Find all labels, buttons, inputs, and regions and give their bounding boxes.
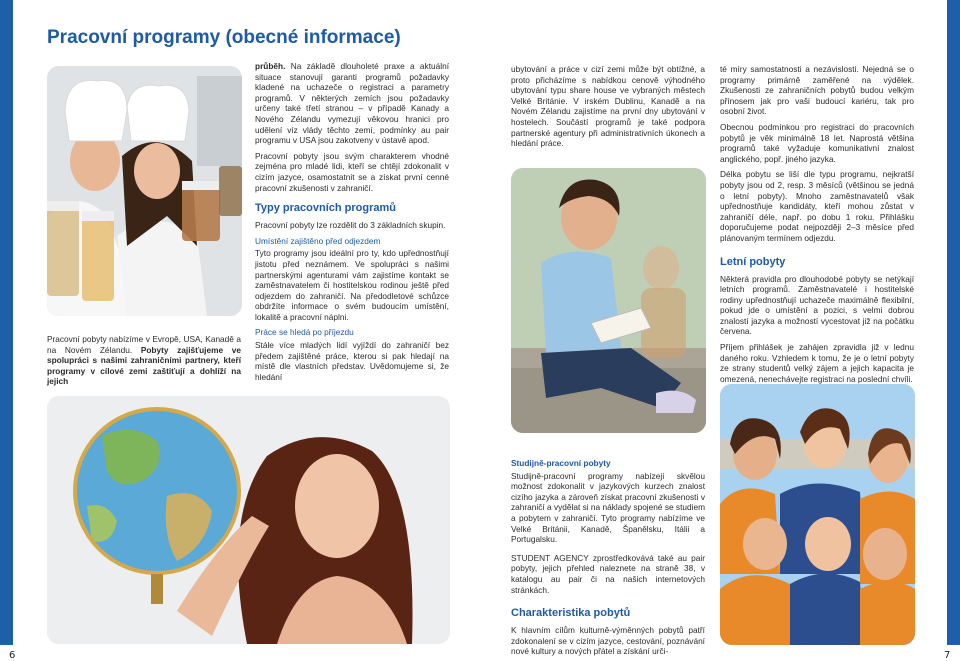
col3-paragraph-2: Studijně-pracovní programy nabízejí skvělou možnost zdokonalit v jazykových kurzech znalost cizího jazyka a zároveň získat pracovní zkušenosti v zahraničí a vydělat si na náklady spojené se studiem a pobytem v zahraničí. Tyto programy nabízíme ve Velké Británii, Kanadě, Španělsku, Itálii a Portugalsku. (511, 470, 705, 545)
col2-paragraph-5: Stále více mladých lidí vyjíždí do zahraničí bez předem zajištěné práce, kterou si pak hledají na místě dle vlastních představ. Uvědomujeme si, že hledání (255, 340, 449, 382)
col3-paragraph-1: ubytování a práce v cizí zemi může být obtížné, a proto přicházíme s nabídkou cenově výhodného ubytování typu share house ve vybraných městech Velké Británie. V irském Dublinu, Kanadě a na Novém Zélandu zajistíme na první dny ubytování v hostelech. Součástí programů je také podpora partnerské agentury při administrativních úkonech a hledání práce. (511, 64, 705, 149)
col2-paragraph-1: Na základě dlouholeté praxe a aktuální situace stanovují garanti programů požadavky kladené na uchazeče o registraci a parametry programů. V některých zemích jsou požadavky určeny také třetí stranou – v případě Kanady a Nového Zélandu vymezují věkovou hranici pro udělení víz vlády těchto zemí, podmínky au pair programu v USA jsou zakotveny v ústavě apod. (255, 61, 449, 146)
col3-paragraph-3: STUDENT AGENCY zprostředkovává také au pair pobyty, jejich přehled naleznete na straně 38, v katalogu au pair či na našich internetových stránkách. (511, 552, 705, 595)
page-number-left: 6 (9, 650, 16, 661)
globe-girl-photo (47, 396, 450, 644)
column-4 (720, 64, 914, 389)
col4-paragraph-2: Obecnou podmínkou pro registraci do pracovních pobytů je věk minimálně 18 let. Naprostá většina programů také vyžaduje komunikativní znalost anglického, popř. jiného jazyka. (720, 121, 914, 164)
col2-paragraph-2: Pracovní pobyty jsou svým charakterem vhodné zejména pro mladé lidi, kteří se chtějí zdokonalit v cizím jazyce, osamostatnit se a získat první cenné pracovní zkušenosti v zahraničí. (255, 150, 449, 193)
column-2 (255, 61, 449, 387)
intro-text-bold: Pobyty zajišťujeme ve spolupráci s našimi zahraničními partnery, kteří programy v cílové zemi zaštiťují a dohlíží na jejich (47, 344, 241, 387)
col4-paragraph-3: Délka pobytu se liší dle typu programu, nejkratší pobyty jsou od 2, resp. 3 měsíců (většinou se jedná o letní pobyty). Mnoho zaměstnavatelů však upřednostňuje kandidáty, kteří mohou zůstat v zahraničí déle, např. po dobu 1 roku. Přihlášku doporučujeme podat nejpozději 2–3 měsíce před plánovaným termínem odjezdu. (720, 169, 914, 243)
heading-work-after-arrival: Práce se hledá po příjezdu (255, 327, 354, 338)
team-girls-photo (720, 384, 915, 645)
col3-paragraph-4: K hlavním cílům kulturně-výměnných pobytů patří zdokonalení se v cizím jazyce, cestování, poznávání nové kultury a nových přátel a získání urči- (511, 625, 705, 657)
page-title: Pracovní programy (obecné informace) (47, 27, 401, 48)
left-edge-bar (0, 0, 16, 661)
heading-placement-arranged: Umístění zajištěno před odjezdem (255, 235, 381, 246)
right-edge-bar (947, 0, 960, 661)
col4-paragraph-1: té míry samostatnosti a nezávislosti. Nejedná se o programy primárně zaměřené na výdělek. Zkušenosti ze zahraničních pobytů budou velkým přínosem jak pro vaši budoucí kariéru, tak pro osobní život. (720, 64, 914, 117)
col4-paragraph-4: Některá pravidla pro dlouhodobé pobyty se netýkají letních programů. Zaměstnavatelé i hostitelské rodiny upřednostňují uchazeče maximálně flexibilní, pokud jde o umístění a pozici, s velmi dobrou znalostí jazyka a možností vycestovat již na počátku červena. (720, 273, 914, 337)
heading-summer-stays: Letní pobyty (720, 255, 786, 268)
col2-lead-bold: průběh. (255, 61, 286, 71)
col2-paragraph-4: Tyto programy jsou ideální pro ty, kdo upřednostňují jistotu před neznámem. Ve spolupráci s našimi partnerskými agenturami vám zajistíme kontakt se zaměstnavatelem či hostitelskou rodinou ještě před odjezdem do zahraničí. Na předodletové schůzce obdržíte informace o svém budoucím umístění, lokalitě a pracovní náplni. (255, 248, 449, 322)
intro-text-normal: Pracovní pobyty nabízíme v Evropě, USA, Kanadě a na Novém Zélandu. (47, 334, 241, 355)
heading-program-types: Typy pracovních programů (255, 202, 396, 215)
page-number-right: 7 (944, 650, 951, 661)
col2-paragraph-3: Pracovní pobyty lze rozdělit do 3 základních skupin. (255, 220, 446, 231)
student-reading-photo (511, 168, 706, 433)
col4-paragraph-5: Příjem přihlášek je zahájen zpravidla již v lednu daného roku. Vzhledem k tomu, že je o letní pobyty ze strany studentů velký zájem a jejich kapacita je omezená, nenechávejte registraci na poslední chvíli. (720, 342, 914, 384)
column-3-top (511, 64, 705, 154)
intro-text (47, 334, 241, 392)
heading-stay-characteristics: Charakteristika pobytů (511, 607, 631, 620)
heading-study-work: Studijně-pracovní pobyty (511, 458, 611, 468)
chefs-photo (47, 66, 242, 316)
column-3-bottom (511, 455, 705, 661)
